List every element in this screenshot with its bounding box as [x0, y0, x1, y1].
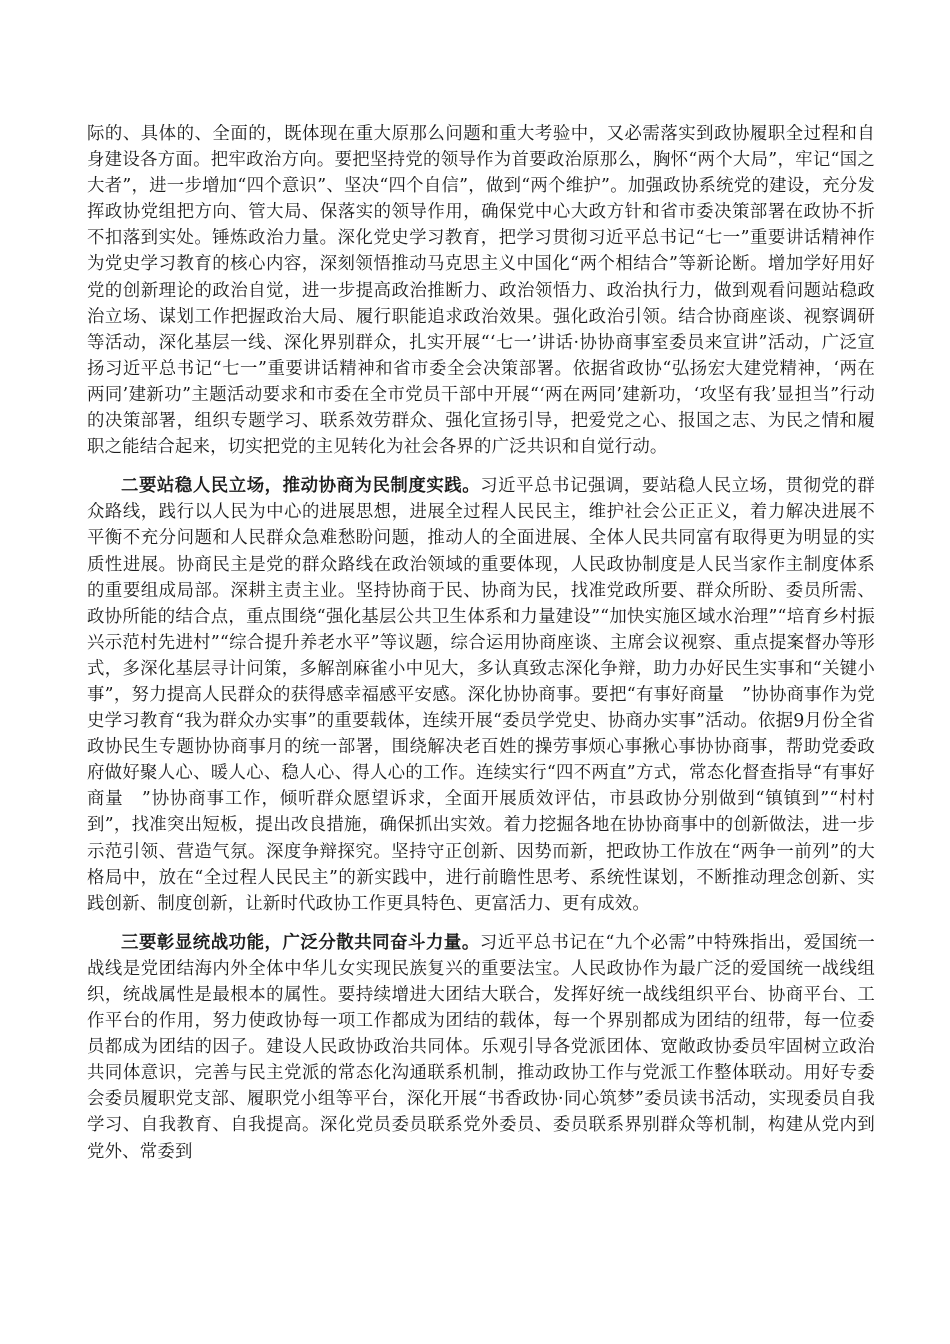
- paragraph-2-text: 习近平总书记强调，要站稳人民立场，贯彻党的群众路线，践行以人民为中心的进展思想，进展全过程人民民主，维护社会公正正义，着力解决进展不平衡不充分问题和人民群众急难愁盼问题，推动人的全面进展、全体人民共同富有取得更为明显的实质性进展。协商民主是党的群众路线在政治领域的重要体现，人民政协制度是人民当家作主制度体系的重要组成局部。深耕主责主业。坚持协商于民、协商为民，找准党政所要、群众所盼、委员所需、政协所能的结合点，重点围绕“强化基层公共卫生体系和力量建设”“加快实施区域水治理”“培育乡村振兴示范村先进村”“综合提升养老水平”等议题，综合运用协商座谈、主席会议视察、重点提案督办等形式，多深化基层寻计问策，多解剖麻雀小中见大，多认真致志深化争辩，助力办好民生实事和“关键小事”，努力提高人民群众的获得感幸福感平安感。深化协协商事。要把“有事好商量 ”协协商事作为党史学习教育“我为群众办实事”的重要载体，连续开展“委员学党史、协商办实事”活动。依据9月份全省政协民生专题协协商事月的统一部署，围绕解决老百姓的操劳事烦心事揪心事协协商事，帮助党委政府做好聚人心、暖人心、稳人心、得人心的工作。连续实行“四不两直”方式，常态化督查指导“有事好商量 ”协协商事工作，倾听群众愿望诉求，全面开展质效评估，市县政协分别做到“镇镇到”“村村到”，找准突出短板，提出改良措施，确保抓出实效。着力挖掘各地在协协商事中的创新做法，进一步示范引领、营造气氛。深度争辩探究。坚持守正创新、因势而新，把政协工作放在“两争一前列”的大格局中，放在“全过程人民民主”的新实践中，进行前瞻性思考、系统性谋划，不断推动理念创新、实践创新、制度创新，让新时代政协工作更具特色、更富活力、更有成效。: [87, 476, 875, 914]
- paragraph-3-heading: 三要彰显统战功能，广泛分散共同奋斗力量。: [121, 932, 480, 953]
- paragraph-3: [87, 930, 875, 1165]
- paragraph-2: [87, 473, 875, 917]
- paragraph-3-text: 习近平总书记在“九个必需”中特殊指出，爱国统一战线是党团结海内外全体中华儿女实现民族复兴的重要法宝。人民政协作为最广泛的爱国统一战线组织，统战属性是最根本的属性。要持续增进大团结大联合，发挥好统一战线组织平台、协商平台、工作平台的作用，努力使政协每一项工作都成为团结的载体，每一个界别都成为团结的纽带，每一位委员都成为团结的因子。建设人民政协政治共同体。乐观引导各党派团体、宽敞政协委员牢固树立政治共同体意识，完善与民主党派的常态化沟通联系机制，推动政协工作与党派工作整体联动。用好专委会委员履职党支部、履职党小组等平台，深化开展“书香政协·同心筑梦”委员读书活动，实现委员自我学习、自我教育、自我提高。深化党员委员联系党外委员、委员联系界别群众等机制，构建从党内到党外、常委到: [87, 932, 875, 1162]
- document-body: [87, 121, 875, 1165]
- paragraph-1: [87, 121, 875, 460]
- paragraph-2-heading: 二要站稳人民立场，推动协商为民制度实践。: [121, 476, 481, 497]
- paragraph-1-text: 际的、具体的、全面的，既体现在重大原那么问题和重大考验中，又必需落实到政协履职全过程和自身建设各方面。把牢政治方向。要把坚持党的领导作为首要政治原那么，胸怀“两个大局”，牢记“国之大者”，进一步增加“四个意识”、坚决“四个自信”，做到“两个维护”。加强政协系统党的建设，充分发挥政协党组把方向、管大局、保落实的领导作用，确保党中心大政方针和省市委决策部署在政协不折不扣落到实处。锤炼政治力量。深化党史学习教育，把学习贯彻习近平总书记“七一”重要讲话精神作为党史学习教育的核心内容，深刻领悟推动马克思主义中国化“两个相结合”等新论断。增加学好用好党的创新理论的政治自觉，进一步提高政治推断力、政治领悟力、政治执行力，做到观看问题站稳政治立场、谋划工作把握政治大局、履行职能追求政治效果。强化政治引领。结合协商座谈、视察调研等活动，深化基层一线、深化界别群众，扎实开展“‘七一’讲话·协协商事室委员来宣讲”活动，广泛宣扬习近平总书记“七一”重要讲话精神和省市委全会决策部署。依据省政协“弘扬宏大建党精神，‘两在两同’建新功”主题活动要求和市委在全市党员干部中开展“‘两在两同’建新功，‘攻坚有我’显担当”行动的决策部署，组织专题学习、联系效劳群众、强化宣扬引导，把爱党之心、报国之志、为民之情和履职之能结合起来，切实把党的主见转化为社会各界的广泛共识和自觉行动。: [87, 124, 875, 458]
